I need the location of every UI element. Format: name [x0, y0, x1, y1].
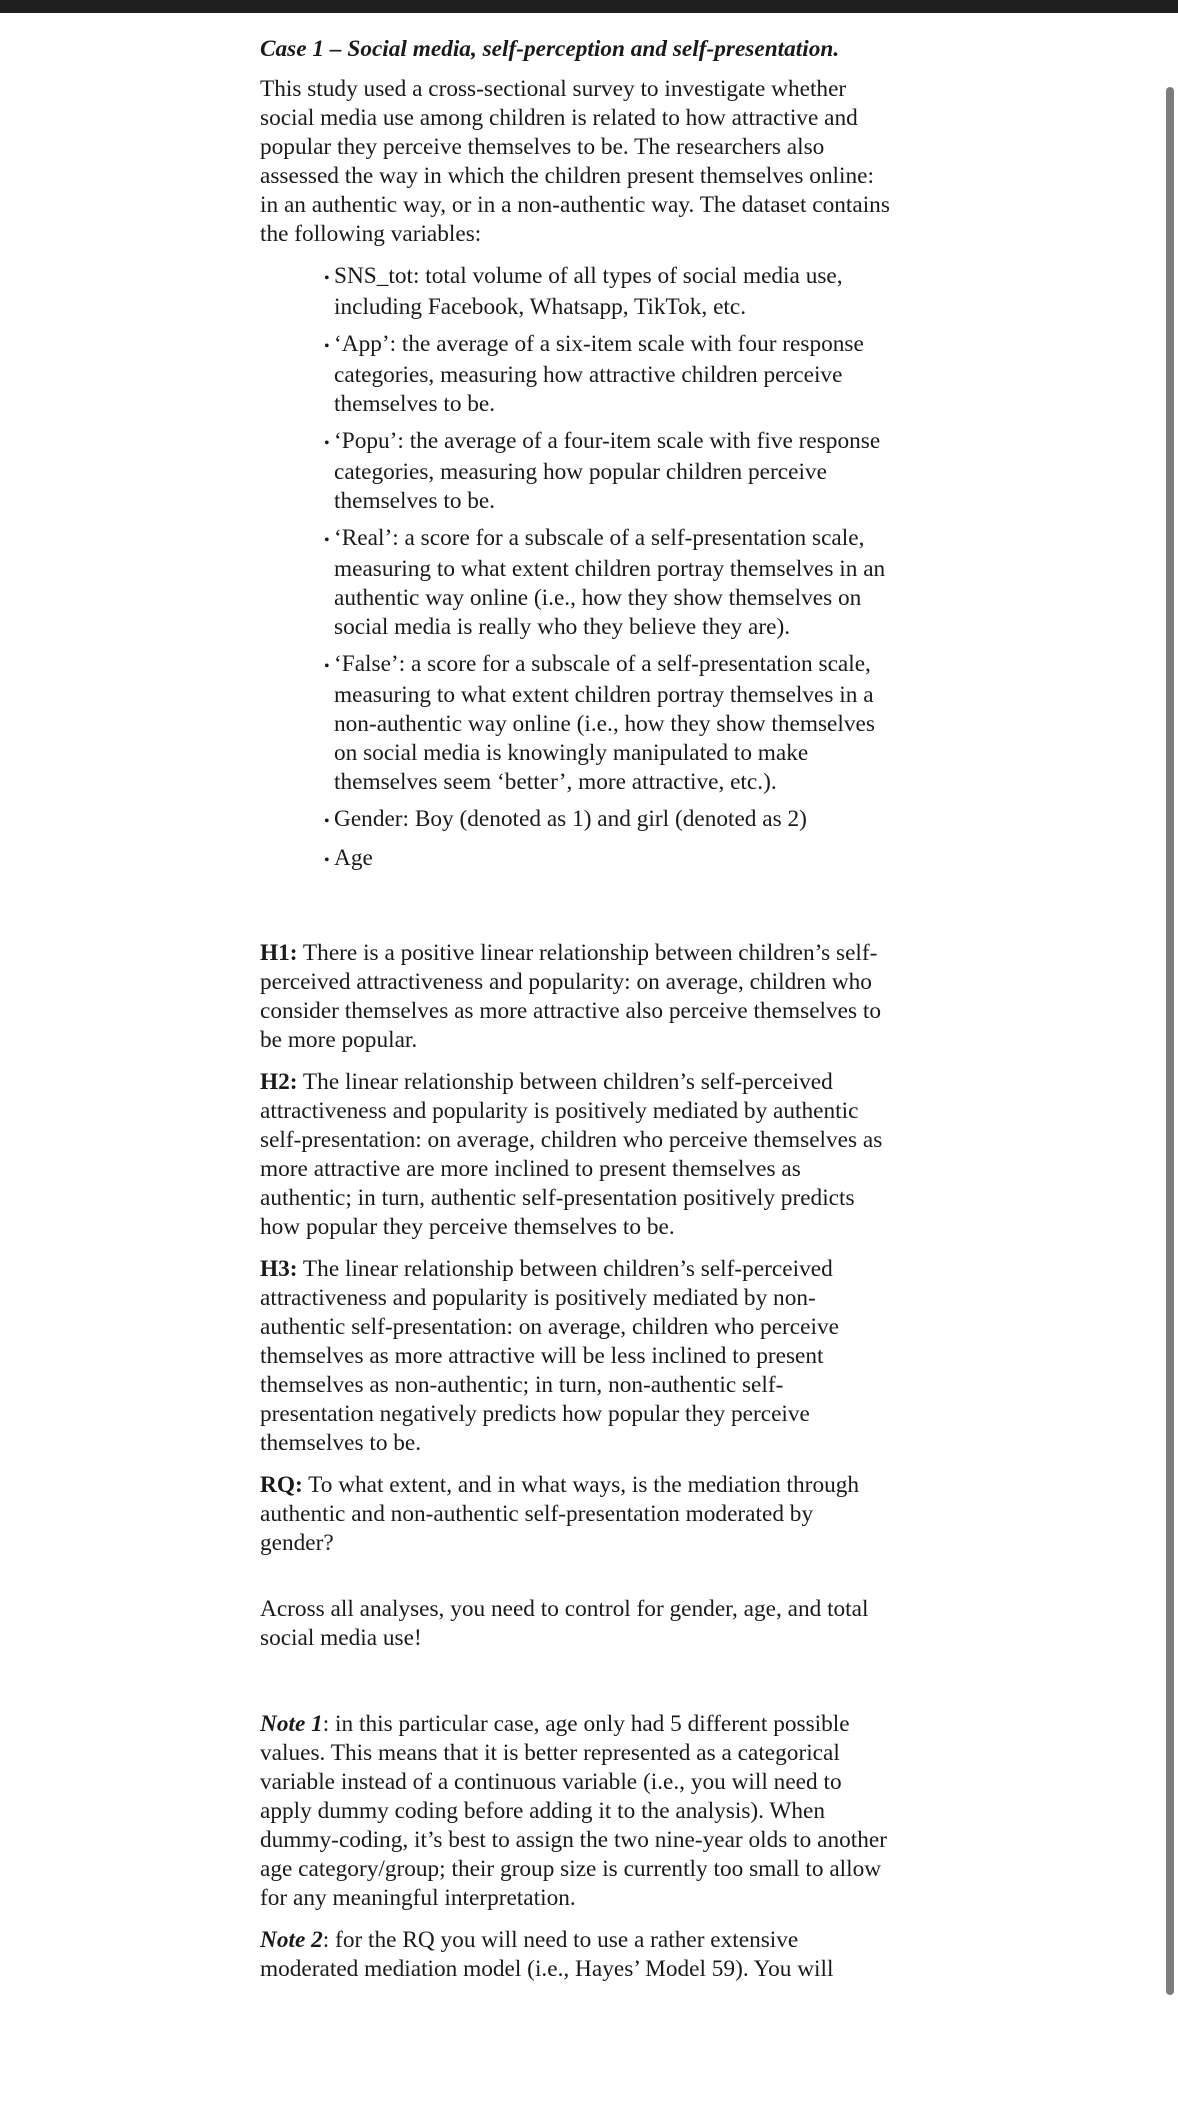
variable-item-age: • Age	[309, 844, 892, 875]
control-instruction: Across all analyses, you need to control for gender, age, and total social media use!	[260, 1596, 869, 1651]
note-2-label: Note 2	[260, 1927, 323, 1953]
hypothesis-1-text: There is a positive linear relationship between children’s self-perceived attractiveness and popularity: on average, children who consider themselves as more attractive also perceive themselves to be more popular.	[260, 940, 882, 1053]
note-1	[260, 1710, 892, 1913]
note-1-text: : in this particular case, age only had 5 different possible values. This means that it is better represented as a categorical variable instead of a continuous variable (i.e., you will need to apply dummy coding before adding it to the analysis). When dummy-coding, it’s best to assign the two nine-year olds to another age category/group; their group size is currently too small to allow for any meaningful interpretation.	[260, 1711, 887, 1911]
variable-item-false: • ‘False’: a score for a subscale of a self-presentation scale, measuring to what extent children portray themselves in a non-authentic way online (i.e., how they show themselves on social media is knowingly manipulated to make themselves seem ‘better’, more attractive, etc.).	[324, 651, 875, 795]
hypothesis-3-label: H3:	[260, 1256, 298, 1282]
spacer	[260, 883, 892, 939]
hypothesis-1-label: H1:	[260, 940, 298, 966]
note-2-text: : for the RQ you will need to use a rather extensive moderated mediation model (i.e., Hayes’ Model 59). You will	[260, 1927, 834, 1982]
bullet-icon: •	[324, 658, 330, 675]
research-question	[260, 1471, 892, 1558]
bullet-icon: •	[324, 338, 330, 355]
variable-list	[260, 262, 892, 875]
window-top-bar	[0, 0, 1178, 13]
hypothesis-3	[260, 1255, 892, 1458]
hypothesis-2-text: The linear relationship between children’s self-perceived attractiveness and popularity is positively mediated by authentic self-presentation: on average, children who perceive themselves as more attractive are more inclined to present themselves as authentic; in turn, authentic self-presentation positively predicts how popular they perceive themselves to be.	[260, 1069, 883, 1240]
bullet-icon: •	[324, 532, 330, 549]
case-title: Case 1 – Social media, self-perception and self-presentation.	[260, 36, 840, 62]
variable-item-sns-tot: • SNS_tot: total volume of all types of social media use, including Facebook, Whatsapp, TikTok, etc.	[324, 263, 843, 320]
research-question-label: RQ:	[260, 1472, 303, 1498]
bullet-icon: •	[324, 813, 330, 830]
variable-item-popu: • ‘Popu’: the average of a four-item scale with five response categories, measuring how popular children perceive themselves to be.	[324, 428, 881, 514]
document-body	[260, 34, 892, 1997]
bullet-icon: •	[324, 270, 330, 287]
research-question-text: To what extent, and in what ways, is the mediation through authentic and non-authentic self-presentation moderated by gender?	[260, 1472, 860, 1556]
scrollbar-thumb[interactable]	[1166, 87, 1174, 1995]
hypothesis-2	[260, 1068, 892, 1242]
variable-item-gender: • Gender: Boy (denoted as 1) and girl (denoted as 2)	[309, 805, 892, 836]
hypothesis-1	[260, 939, 892, 1055]
note-2	[260, 1926, 892, 1984]
note-1-label: Note 1	[260, 1711, 323, 1737]
hypothesis-3-text: The linear relationship between children’s self-perceived attractiveness and popularity is positively mediated by non-authentic self-presentation: on average, children who perceive themselves as more attractive will be less inclined to present themselves as non-authentic; in turn, non-authentic self-presentation negatively predicts how popular they perceive themselves to be.	[260, 1256, 839, 1456]
variable-item-app: • ‘App’: the average of a six-item scale with four response categories, measuring how attractive children perceive themselves to be.	[324, 331, 864, 417]
bullet-icon: •	[324, 852, 330, 869]
bullet-icon: •	[324, 435, 330, 452]
spacer	[260, 1571, 892, 1595]
hypothesis-2-label: H2:	[260, 1069, 298, 1095]
scrollbar-track[interactable]	[1160, 13, 1178, 2128]
variable-item-real: • ‘Real’: a score for a subscale of a self-presentation scale, measuring to what extent children portray themselves in an authentic way online (i.e., how they show themselves on social media is really who they believe they are).	[324, 525, 886, 640]
spacer	[260, 1666, 892, 1710]
intro-paragraph: This study used a cross-sectional survey to investigate whether social media use among children is related to how attractive and popular they perceive themselves to be. The researchers also assessed the way in which the children present themselves online: in an authentic way, or in a non-authentic way. The dataset contains the following variables:	[260, 76, 890, 247]
